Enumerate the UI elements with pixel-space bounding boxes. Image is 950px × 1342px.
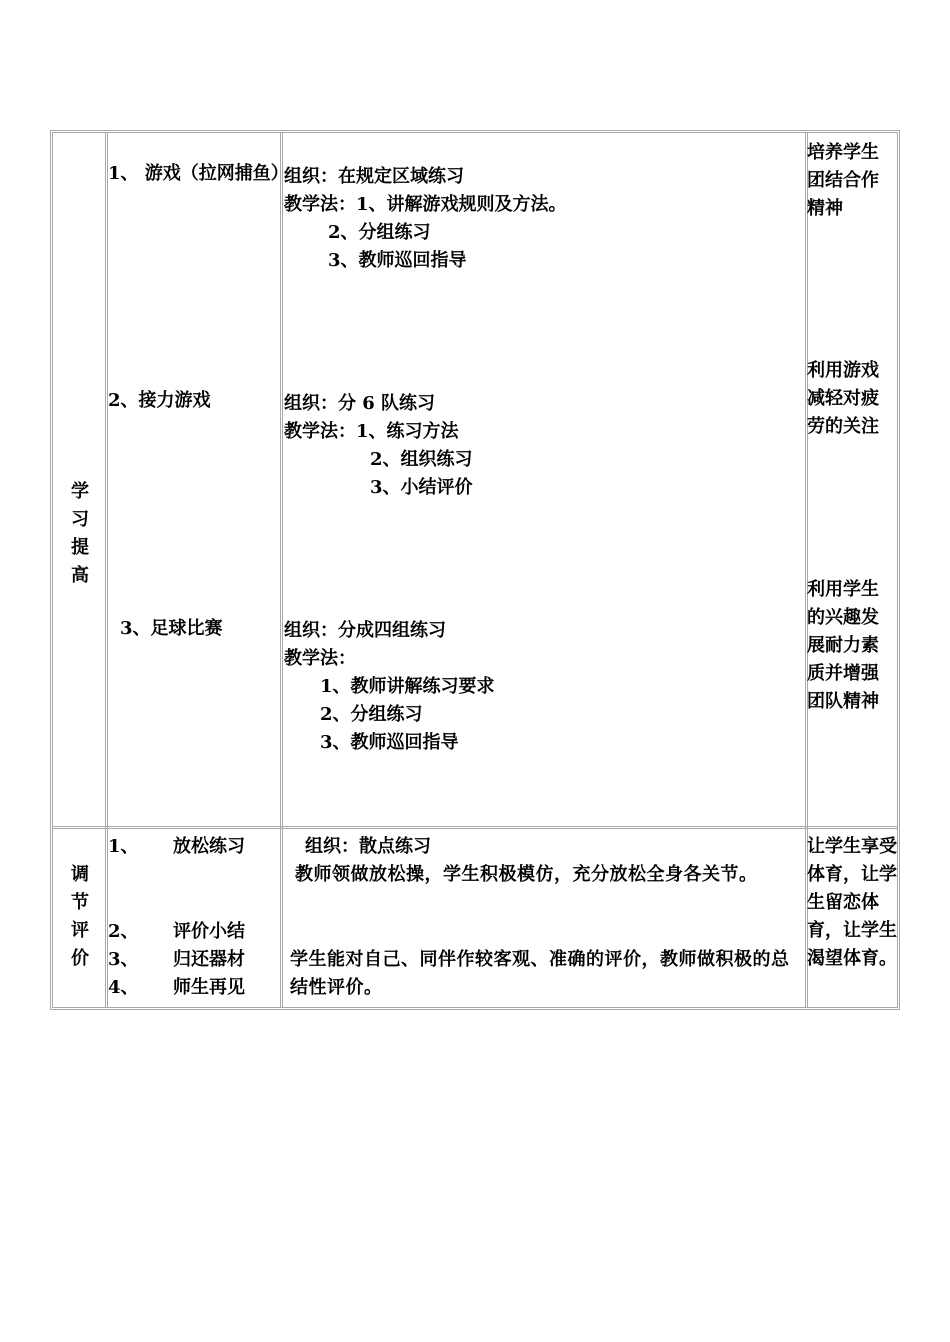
review-item-2-num: 2、 (108, 921, 139, 942)
review-item-3-num: 3、 (108, 949, 139, 970)
column-divider (280, 133, 283, 1007)
review-item-4-num: 4、 (108, 977, 139, 998)
section-label-study: 学 习 提 高 (71, 481, 89, 586)
activity-2-step-3: 3、小结评价 (370, 477, 473, 498)
activity-3-step-2: 2、分组练习 (320, 704, 423, 725)
activity-2-method: 教学法：1、练习方法 (284, 421, 459, 442)
activity-3-method: 教学法： (284, 648, 356, 669)
activity-1-org: 组织：在规定区域练习 (284, 166, 464, 187)
activity-3-goal: 利用学生的兴趣发展耐力素质并增强团队精神 (807, 579, 879, 712)
review-item-1-text: 放松练习 (173, 836, 245, 857)
review-org: 组织：散点练习 (305, 836, 431, 857)
column-divider (105, 133, 108, 1007)
activity-3-step-1: 1、教师讲解练习要求 (320, 676, 495, 697)
section-label-review: 调 节 评 价 (71, 864, 89, 969)
review-item-1-num: 1、 (108, 836, 139, 857)
review-item-2-text: 评价小结 (173, 921, 245, 942)
activity-2-goal: 利用游戏减轻对疲劳的关注 (807, 360, 879, 437)
activity-1-title: 1、 游戏（拉网捕鱼） (108, 163, 289, 184)
activity-1-step-3: 3、教师巡回指导 (328, 250, 467, 271)
activity-2-title: 2、接力游戏 (108, 390, 211, 411)
activity-1-step-2: 2、分组练习 (328, 222, 431, 243)
review-desc-1: 教师领做放松操，学生积极模仿，充分放松全身各关节。 (295, 864, 758, 885)
review-desc-2: 学生能对自己、同伴作较客观、准确的评价，教师做积极的总结性评价。 (290, 949, 790, 998)
activity-3-org: 组织：分成四组练习 (284, 620, 446, 641)
activity-2-org: 组织：分 6 队练习 (284, 393, 436, 414)
row-divider (53, 826, 897, 829)
activity-1-method: 教学法：1、讲解游戏规则及方法。 (284, 194, 567, 215)
activity-1-goal: 培养学生团结合作精神 (807, 142, 879, 219)
review-item-3-text: 归还器材 (173, 949, 245, 970)
review-goal: 让学生享受体育，让学生留恋体育，让学生渴望体育。 (807, 836, 897, 969)
activity-3-title: 3、足球比赛 (120, 618, 223, 639)
activity-2-step-2: 2、组织练习 (370, 449, 473, 470)
activity-3-step-3: 3、教师巡回指导 (320, 732, 459, 753)
review-item-4-text: 师生再见 (173, 977, 245, 998)
